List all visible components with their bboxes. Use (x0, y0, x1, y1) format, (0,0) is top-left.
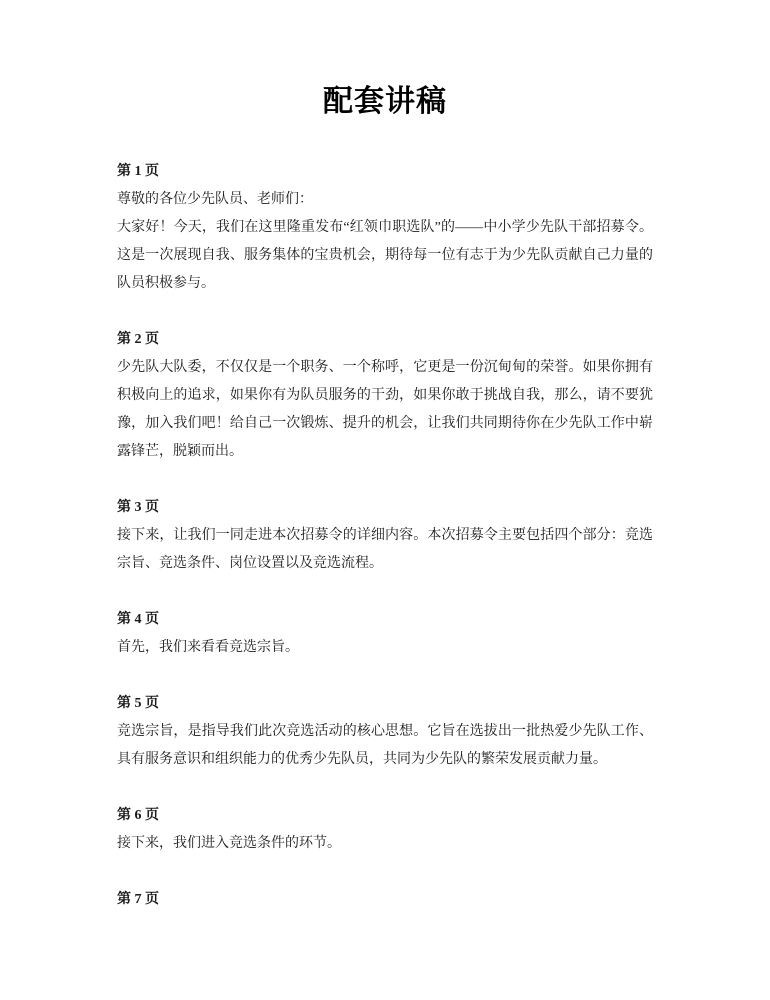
script-page-section (117, 158, 653, 298)
script-page-section (117, 690, 653, 774)
paragraph: 大家好！今天，我们在这里隆重发布“红领巾职选队”的——中小学少先队干部招募令。这是一次展现自我、服务集体的宝贵机会，期待每一位有志于为少先队贡献自己力量的队员积极参与。 (117, 220, 653, 291)
paragraph: 竞选宗旨，是指导我们此次竞选活动的核心思想。它旨在选拔出一批热爱少先队工作、具有服务意识和组织能力的优秀少先队员，共同为少先队的繁荣发展贡献力量。 (117, 724, 653, 767)
paragraph: 首先，我们来看看竞选宗旨。 (117, 640, 299, 655)
paragraph: 少先队大队委，不仅仅是一个职务、一个称呼，它更是一份沉甸甸的荣誉。如果你拥有积极向上的追求，如果你有为队员服务的干劲，如果你敢于挑战自我，那么，请不要犹豫，加入我们吧！给自己一次锻炼、提升的机会，让我们共同期待你在少先队工作中崭露锋芒，脱颖而出。 (117, 360, 653, 459)
script-page-section (117, 802, 653, 858)
document-title: 配套讲稿 (323, 85, 447, 118)
paragraph: 尊敬的各位少先队员、老师们： (117, 192, 313, 207)
section-heading: 第 4 页 (117, 612, 159, 627)
section-heading: 第 1 页 (117, 164, 159, 179)
script-page-section (117, 886, 653, 914)
section-heading: 第 3 页 (117, 500, 159, 515)
section-heading: 第 2 页 (117, 332, 159, 347)
script-page-section (117, 326, 653, 466)
script-page-section (117, 494, 653, 578)
section-heading: 第 5 页 (117, 696, 159, 711)
paragraph: 接下来，让我们一同走进本次招募令的详细内容。本次招募令主要包括四个部分：竞选宗旨、竞选条件、岗位设置以及竞选流程。 (117, 528, 653, 571)
script-page-section (117, 606, 653, 662)
section-heading: 第 6 页 (117, 808, 159, 823)
sections-container (117, 158, 653, 914)
section-heading: 第 7 页 (117, 892, 159, 907)
paragraph: 接下来，我们进入竞选条件的环节。 (117, 836, 341, 851)
